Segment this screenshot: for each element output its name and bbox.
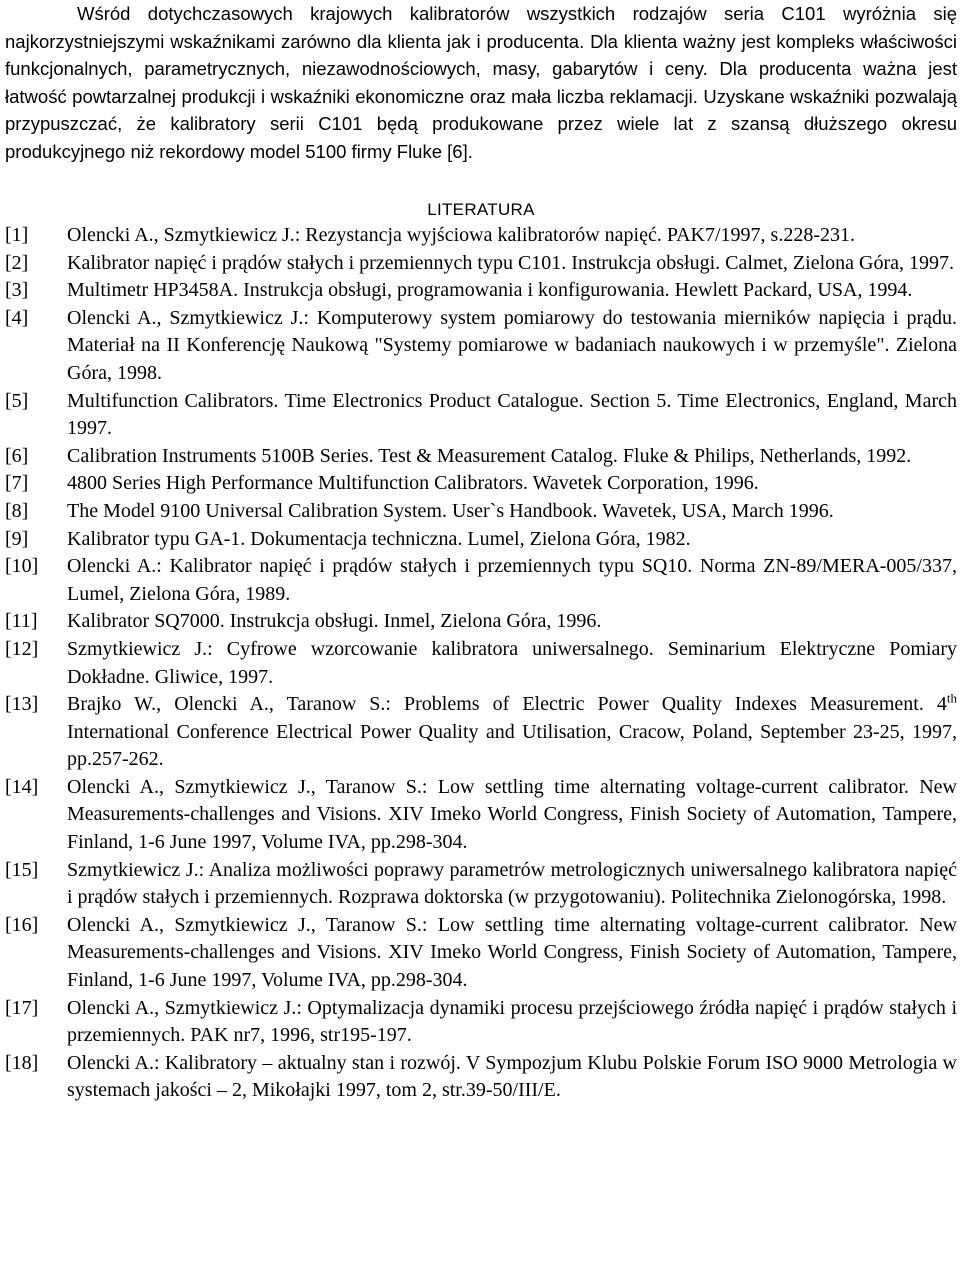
reference-text: Multifunction Calibrators. Time Electronics Product Catalogue. Section 5. Time Electronics, England, March 1997. (67, 389, 957, 440)
reference-text: 4800 Series High Performance Multifunction Calibrators. Wavetek Corporation, 1996. (67, 472, 759, 495)
reference-text: Kalibrator SQ7000. Instrukcja obsługi. Inmel, Zielona Góra, 1996. (67, 610, 602, 633)
reference-text: Kalibrator napięć i prądów stałych i przemiennych typu C101. Instrukcja obsługi. Calmet, Zielona Góra, 1997. (67, 251, 954, 274)
reference-number: [10] (5, 555, 39, 578)
reference-number: [2] (5, 251, 29, 274)
reference-text: Olencki A.: Kalibratory – aktualny stan i rozwój. V Sympozjum Klubu Polskie Forum ISO 9000 Metrologia w systemach jakości – 2, Mikołajki 1997, tom 2, str.39-50/III/E. (67, 1051, 957, 1102)
reference-number: [1] (5, 224, 29, 246)
document-page (5, 0, 957, 1105)
reference-text: Olencki A., Szmytkiewicz J., Taranow S.: Low settling time alternating voltage-current calibrator. New Measurements-challenges and Visions. XIV Imeko World Congress, Finish Society of Automation, Tampere, Finland, 1-6 June 1997, Volume IVA, pp.298-304. (67, 913, 957, 992)
reference-number: [15] (5, 858, 39, 881)
reference-item (5, 222, 957, 250)
reference-text: Szmytkiewicz J.: Analiza możliwości poprawy parametrów metrologicznych uniwersalnego kalibratora napięć i prądów stałych i przemiennych. Rozprawa doktorska (w przygotowaniu). Politechnika Zielonogórska, 1998. (67, 858, 957, 909)
body-paragraph (5, 0, 957, 165)
superscript: th (946, 690, 957, 706)
reference-number: [13] (5, 693, 39, 716)
reference-item (5, 774, 957, 857)
reference-number: [6] (5, 444, 29, 467)
reference-text: Multimetr HP3458A. Instrukcja obsługi, programowania i konfigurowania. Hewlett Packard, USA, 1994. (67, 279, 913, 302)
reference-list (5, 222, 957, 1105)
reference-item (5, 995, 957, 1050)
paragraph-text: Wśród dotychczasowych krajowych kalibratorów wszystkich rodzajów seria C101 wyróżnia się najkorzystniejszymi wskaźnikami zarówno dla klienta jak i producenta. Dla klienta ważny jest kompleks właściwości funkcjonalnych, parametrycznych, niezawodnościowych, masy, gabarytów i ceny. Dla producenta ważna jest łatwość powtarzalnej produkcji i wskaźniki ekonomiczne oraz mała liczba reklamacji. Uzyskane wskaźniki pozwalają przypuszczać, że kalibratory serii C101 będą produkowane przez wiele lat z szansą dłuższego okresu produkcyjnego niż rekordowy model 5100 firmy Fluke [6]. (5, 3, 957, 162)
reference-item (5, 277, 957, 305)
reference-number: [7] (5, 472, 29, 495)
reference-number: [11] (5, 610, 38, 633)
reference-text: Kalibrator typu GA-1. Dokumentacja techniczna. Lumel, Zielona Góra, 1982. (67, 527, 691, 550)
reference-item (5, 1050, 957, 1105)
reference-item (5, 498, 957, 526)
reference-item (5, 553, 957, 608)
reference-number: [18] (5, 1051, 39, 1074)
reference-number: [12] (5, 637, 39, 660)
reference-text-part: Brajko W., Olencki A., Taranow S.: Problems of Electric Power Quality Indexes Measurement. 4 (67, 693, 947, 716)
reference-item (5, 691, 957, 774)
reference-item (5, 470, 957, 498)
reference-text: Szmytkiewicz J.: Cyfrowe wzorcowanie kalibratora uniwersalnego. Seminarium Elektryczne Pomiary Dokładne. Gliwice, 1997. (67, 637, 957, 688)
reference-item (5, 636, 957, 691)
reference-item (5, 857, 957, 912)
reference-item (5, 305, 957, 388)
reference-number: [3] (5, 279, 29, 302)
reference-item (5, 526, 957, 554)
reference-number: [14] (5, 775, 39, 798)
reference-number: [5] (5, 389, 29, 412)
reference-text: Calibration Instruments 5100B Series. Test & Measurement Catalog. Fluke & Philips, Netherlands, 1992. (67, 444, 912, 467)
reference-item (5, 388, 957, 443)
reference-item (5, 912, 957, 995)
reference-number: [16] (5, 913, 39, 936)
reference-text (67, 691, 957, 774)
reference-text: Olencki A.: Kalibrator napięć i prądów stałych i przemiennych typu SQ10. Norma ZN-89/MERA-005/337, Lumel, Zielona Góra, 1989. (67, 555, 957, 605)
reference-item (5, 608, 957, 636)
reference-text: The Model 9100 Universal Calibration System. User`s Handbook. Wavetek, USA, March 1996. (67, 499, 834, 522)
reference-text: Olencki A., Szmytkiewicz J.: Optymalizacja dynamiki procesu przejściowego źródła napięć i prądów stałych i przemiennych. PAK nr7, 1996, str195-197. (67, 996, 957, 1047)
reference-number: [4] (5, 306, 29, 329)
reference-text: Olencki A., Szmytkiewicz J.: Rezystancja wyjściowa kalibratorów napięć. PAK7/1997, s.228-231. (67, 224, 855, 246)
reference-number: [17] (5, 996, 39, 1019)
reference-number: [8] (5, 499, 29, 522)
reference-text: Olencki A., Szmytkiewicz J., Taranow S.: Low settling time alternating voltage-current calibrator. New Measurements-challenges and Visions. XIV Imeko World Congress, Finish Society of Automation, Tampere, Finland, 1-6 June 1997, Volume IVA, pp.298-304. (67, 775, 957, 854)
reference-text-part: International Conference Electrical Power Quality and Utilisation, Cracow, Poland, September 23-25, 1997, pp.257-262. (67, 720, 957, 771)
reference-text: Olencki A., Szmytkiewicz J.: Komputerowy system pomiarowy do testowania mierników napięcia i prądu. Materiał na II Konferencję Naukową "Systemy pomiarowe w badaniach naukowych i w przemyśle". Zielona Góra, 1998. (67, 306, 957, 384)
reference-item (5, 443, 957, 471)
reference-item (5, 250, 957, 278)
literature-heading: LITERATURA (427, 200, 535, 219)
reference-number: [9] (5, 527, 29, 550)
